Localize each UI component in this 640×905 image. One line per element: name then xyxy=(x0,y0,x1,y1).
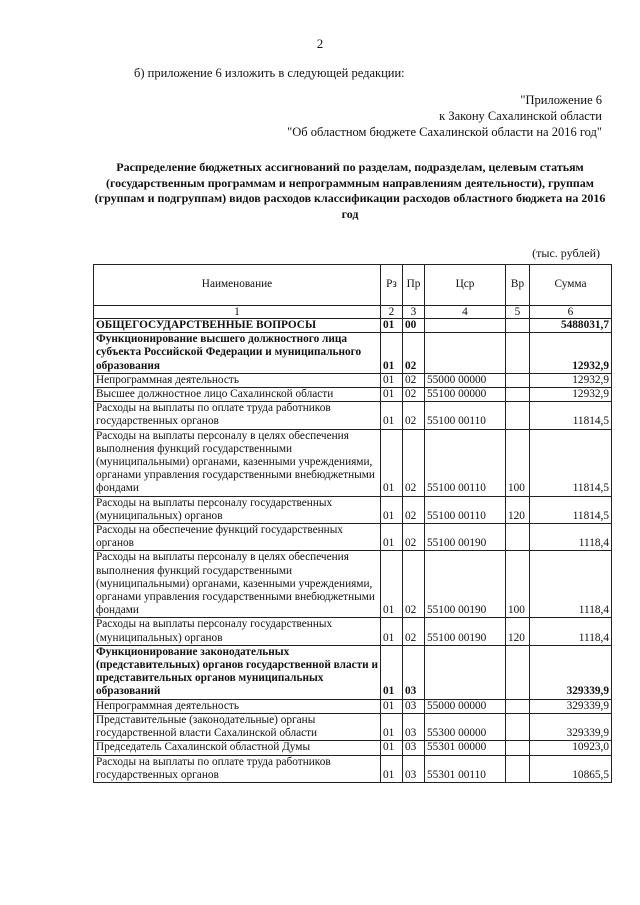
row-sum: 1118,4 xyxy=(530,524,612,551)
row-vr xyxy=(506,755,530,782)
row-name: Расходы на выплаты по оплате труда работников государственных органов xyxy=(94,402,381,429)
table-row xyxy=(94,645,612,699)
row-rz: 01 xyxy=(381,496,403,523)
row-rz: 01 xyxy=(381,618,403,645)
row-csr: 55100 00190 xyxy=(425,524,506,551)
row-csr: 55301 00000 xyxy=(425,741,506,755)
row-name: Расходы на обеспечение функций государственных органов xyxy=(94,524,381,551)
row-csr: 55100 00190 xyxy=(425,551,506,618)
row-vr xyxy=(506,373,530,387)
row-rz: 01 xyxy=(381,755,403,782)
document-heading: Распределение бюджетных ассигнований по разделам, подразделам, целевым статьям (государственным программам и непрограммным направлениям деятельности), группам (группам и подгруппам) видов расходов классификации расходов областного бюджета на 2016 год xyxy=(94,160,606,221)
row-pr: 03 xyxy=(403,755,425,782)
table-row xyxy=(94,373,612,387)
row-csr xyxy=(425,645,506,699)
column-number-row xyxy=(94,306,612,319)
row-pr: 03 xyxy=(403,713,425,740)
row-rz: 01 xyxy=(381,429,403,496)
row-sum: 329339,9 xyxy=(530,713,612,740)
row-pr: 02 xyxy=(403,551,425,618)
row-name: Расходы на выплаты по оплате труда работников государственных органов xyxy=(94,755,381,782)
row-csr: 55100 00190 xyxy=(425,618,506,645)
row-rz: 01 xyxy=(381,388,403,402)
row-name: Высшее должностное лицо Сахалинской области xyxy=(94,388,381,402)
row-sum: 12932,9 xyxy=(530,388,612,402)
row-csr: 55100 00110 xyxy=(425,496,506,523)
header-sum: Сумма xyxy=(530,265,612,306)
row-vr: 120 xyxy=(506,496,530,523)
row-csr: 55000 00000 xyxy=(425,373,506,387)
intro-line: б) приложение 6 изложить в следующей редакции: xyxy=(134,66,405,80)
row-sum: 12932,9 xyxy=(530,373,612,387)
row-rz: 01 xyxy=(381,699,403,713)
row-name: Представительные (законодательные) органы государственной власти Сахалинской области xyxy=(94,713,381,740)
row-pr: 02 xyxy=(403,429,425,496)
row-pr: 03 xyxy=(403,741,425,755)
header-vr: Вр xyxy=(506,265,530,306)
row-vr: 100 xyxy=(506,551,530,618)
row-rz: 01 xyxy=(381,319,403,333)
row-pr: 02 xyxy=(403,388,425,402)
row-vr: 120 xyxy=(506,618,530,645)
table-row xyxy=(94,319,612,333)
row-sum: 329339,9 xyxy=(530,645,612,699)
row-sum: 10865,5 xyxy=(530,755,612,782)
row-pr: 03 xyxy=(403,699,425,713)
row-csr: 55300 00000 xyxy=(425,713,506,740)
column-number: 4 xyxy=(425,306,506,319)
column-number: 2 xyxy=(381,306,403,319)
row-rz: 01 xyxy=(381,713,403,740)
row-rz: 01 xyxy=(381,333,403,374)
row-sum: 5488031,7 xyxy=(530,319,612,333)
row-sum: 11814,5 xyxy=(530,402,612,429)
column-number: 6 xyxy=(530,306,612,319)
row-sum: 1118,4 xyxy=(530,618,612,645)
row-csr: 55100 00000 xyxy=(425,388,506,402)
table-row xyxy=(94,618,612,645)
row-vr xyxy=(506,699,530,713)
row-name: Непрограммная деятельность xyxy=(94,373,381,387)
budget-table xyxy=(93,264,612,783)
table-body xyxy=(94,319,612,783)
table-row xyxy=(94,551,612,618)
table-row xyxy=(94,429,612,496)
table-row xyxy=(94,524,612,551)
page-number: 2 xyxy=(316,36,324,51)
row-name: Расходы на выплаты персоналу государственных (муниципальных) органов xyxy=(94,618,381,645)
row-csr: 55100 00110 xyxy=(425,402,506,429)
header-csr: Цср xyxy=(425,265,506,306)
units-label: (тыс. рублей) xyxy=(532,246,600,260)
row-rz: 01 xyxy=(381,402,403,429)
row-pr: 03 xyxy=(403,645,425,699)
annex-reference xyxy=(287,92,602,140)
row-pr: 02 xyxy=(403,496,425,523)
header-name: Наименование xyxy=(94,265,381,306)
row-name: ОБЩЕГОСУДАРСТВЕННЫЕ ВОПРОСЫ xyxy=(94,319,381,333)
row-rz: 01 xyxy=(381,741,403,755)
row-vr xyxy=(506,524,530,551)
row-sum: 329339,9 xyxy=(530,699,612,713)
annex-line: "Приложение 6 xyxy=(520,93,602,107)
row-vr xyxy=(506,741,530,755)
table-row xyxy=(94,333,612,374)
table-row xyxy=(94,402,612,429)
table-row xyxy=(94,496,612,523)
column-number: 5 xyxy=(506,306,530,319)
row-rz: 01 xyxy=(381,645,403,699)
row-pr: 02 xyxy=(403,524,425,551)
row-sum: 10923,0 xyxy=(530,741,612,755)
row-pr: 02 xyxy=(403,333,425,374)
row-rz: 01 xyxy=(381,524,403,551)
row-name: Функционирование законодательных (представительных) органов государственной власти и представительных органов муниципальных образований xyxy=(94,645,381,699)
row-vr xyxy=(506,645,530,699)
row-sum: 1118,4 xyxy=(530,551,612,618)
column-number: 1 xyxy=(94,306,381,319)
table-row xyxy=(94,741,612,755)
row-csr: 55000 00000 xyxy=(425,699,506,713)
row-sum: 12932,9 xyxy=(530,333,612,374)
row-sum: 11814,5 xyxy=(530,496,612,523)
row-sum: 11814,5 xyxy=(530,429,612,496)
row-csr: 55100 00110 xyxy=(425,429,506,496)
table-row xyxy=(94,755,612,782)
row-csr: 55301 00110 xyxy=(425,755,506,782)
row-name: Расходы на выплаты персоналу в целях обеспечения выполнения функций государственными (муниципальными) органами, казенными учреждениями, органами управления государственными внебюджетными фондами xyxy=(94,551,381,618)
row-csr xyxy=(425,319,506,333)
annex-line: "Об областном бюджете Сахалинской области на 2016 год" xyxy=(287,125,602,139)
row-name: Председатель Сахалинской областной Думы xyxy=(94,741,381,755)
row-pr: 02 xyxy=(403,618,425,645)
table-header-row xyxy=(94,265,612,306)
column-number: 3 xyxy=(403,306,425,319)
row-vr: 100 xyxy=(506,429,530,496)
row-rz: 01 xyxy=(381,373,403,387)
row-pr: 02 xyxy=(403,402,425,429)
row-vr xyxy=(506,319,530,333)
row-name: Непрограммная деятельность xyxy=(94,699,381,713)
row-pr: 00 xyxy=(403,319,425,333)
header-pr: Пр xyxy=(403,265,425,306)
table-row xyxy=(94,699,612,713)
row-name: Расходы на выплаты персоналу государственных (муниципальных) органов xyxy=(94,496,381,523)
row-rz: 01 xyxy=(381,551,403,618)
row-vr xyxy=(506,333,530,374)
row-vr xyxy=(506,388,530,402)
table-row xyxy=(94,713,612,740)
row-name: Расходы на выплаты персоналу в целях обеспечения выполнения функций государственными (муниципальными) органами, казенными учреждениями, органами управления государственными внебюджетными фондами xyxy=(94,429,381,496)
row-vr xyxy=(506,402,530,429)
row-pr: 02 xyxy=(403,373,425,387)
row-name: Функционирование высшего должностного лица субъекта Российской Федерации и муниципального образования xyxy=(94,333,381,374)
header-rz: Рз xyxy=(381,265,403,306)
annex-line: к Закону Сахалинской области xyxy=(439,109,602,123)
row-vr xyxy=(506,713,530,740)
row-csr xyxy=(425,333,506,374)
table-row xyxy=(94,388,612,402)
